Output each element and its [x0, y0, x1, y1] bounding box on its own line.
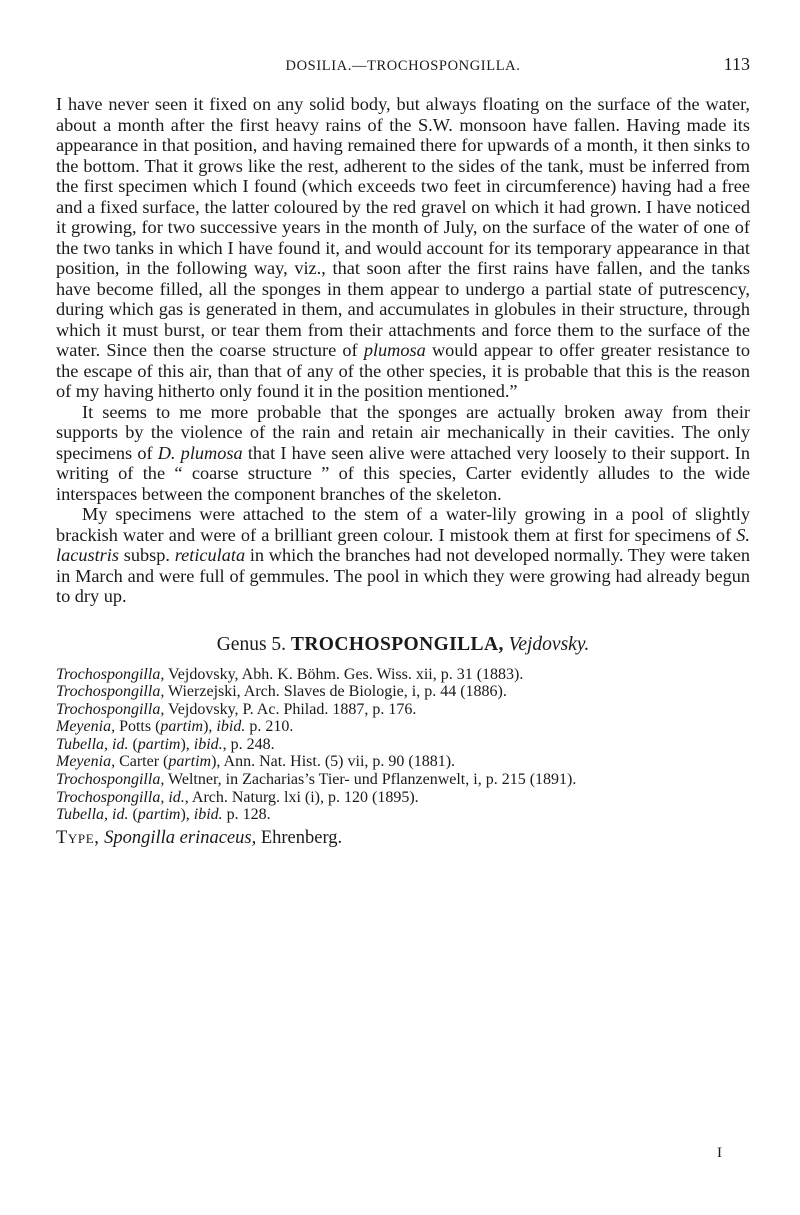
italic-text: partim	[137, 735, 181, 753]
text-run: in which the branches had not developed normally. They were taken in March and were full of gemmules. The pool in which they were growing had already begun to dry up.	[56, 545, 750, 606]
synonymy-entry	[56, 736, 750, 754]
text-run: Vejdovsky, Abh. K. Böhm. Ges. Wiss. xii, p. 31 (1883).	[164, 665, 524, 683]
italic-text: Meyenia,	[56, 753, 116, 771]
text-run: , p. 248.	[222, 735, 275, 753]
running-head-title: DOSILIA.—TROCHOSPONGILLA.	[285, 58, 521, 74]
genus-author: Vejdovsky.	[508, 633, 590, 655]
text-run: Vejdovsky, P. Ac. Philad. 1887, p. 176.	[164, 700, 417, 718]
text-run: Wierzejski, Arch. Slaves de Biologie, i, p. 44 (1886).	[164, 683, 507, 701]
italic-text: ibid.	[193, 806, 223, 824]
text-run: It seems to me more probable that the sponges are actually broken away from their supports by the violence of the rain and retain air mechanically in their cavities. The only specimens of	[56, 401, 750, 463]
text-run: ),	[180, 806, 194, 824]
text-run: Carter (	[115, 753, 169, 771]
synonymy-entry	[56, 806, 750, 824]
type-line	[56, 828, 750, 849]
italic-text: Trochospongilla,	[56, 771, 165, 789]
italic-text: Trochospongilla, id.	[56, 788, 185, 806]
body-text	[56, 94, 750, 607]
italic-text: Meyenia,	[56, 718, 116, 736]
synonymy-entry	[56, 683, 750, 701]
text-run: (	[128, 735, 138, 753]
italic-text: reticulata	[174, 545, 246, 565]
body-paragraph	[56, 94, 750, 402]
text-run: p. 210.	[245, 718, 294, 736]
text-run: My specimens were attached to the stem of a water-lily growing in a pool of slightly brackish water and were of a brilliant green colour. I mistook them at first for specimens of	[56, 504, 750, 545]
document-page	[56, 54, 750, 849]
text-run: ), Ann. Nat. Hist. (5) vii, p. 90 (1881).	[211, 753, 456, 771]
page-number: 113	[723, 54, 750, 74]
synonymy-entry	[56, 771, 750, 789]
text-run: would appear to offer greater resistance to the escape of this air, than that of any of the other species, it is probable that this is the reason of my having hitherto only found it in the position mentioned.”	[56, 340, 750, 401]
italic-text: S. lacustris	[56, 524, 750, 565]
italic-text: partim	[160, 718, 204, 736]
text-run: ),	[180, 735, 194, 753]
italic-text: Tubella, id.	[56, 735, 129, 753]
text-run: ),	[203, 718, 217, 736]
text-run: that I have seen alive were attached very loosely to their support. In writing of the “ coarse structure ” of this species, Carter evidently alludes to the wide interspaces between the component branches of the skeleton.	[56, 442, 750, 504]
italic-text: ibid.	[216, 718, 246, 736]
body-paragraph	[56, 402, 750, 505]
synonymy-entry	[56, 753, 750, 771]
type-species: Spongilla erinaceus,	[104, 827, 257, 848]
signature-mark: I	[717, 1145, 722, 1161]
text-run: (	[128, 806, 138, 824]
italic-text: Trochospongilla,	[56, 665, 165, 683]
body-paragraph	[56, 504, 750, 607]
italic-text: Trochospongilla,	[56, 700, 165, 718]
synonymy-entry	[56, 789, 750, 807]
text-run: Potts (	[115, 718, 161, 736]
text-run: , Arch. Naturg. lxi (i), p. 120 (1895).	[184, 788, 419, 806]
italic-text: partim	[137, 806, 181, 824]
italic-text: ibid.	[193, 735, 223, 753]
italic-text: D. plumosa	[157, 442, 243, 463]
genus-heading	[56, 634, 750, 656]
genus-name: TROCHOSPONGILLA,	[290, 633, 504, 655]
genus-prefix: Genus 5.	[216, 633, 287, 655]
text-run: I have never seen it fixed on any solid body, but always floating on the surface of the water, about a month after the first heavy rains of the S.W. monsoon have fallen. Having made its appearance in that position, and having remained there for upwards of a month, it then sinks to the bottom. That it grows like the rest, adherent to the sides of the tank, must be inferred from the first specimen which I found (which exceeds two feet in circumference) having had a free and a fixed surface, the latter coloured by the red gravel on which it had grown. I have noticed it growing, for two successive years in the month of July, on the surface of the water of one of the two tanks in which I have found it, and would account for its temporary appearance in that position, in the following way, viz., that soon after the first rains have fallen, and the tanks have become filled, all the sponges in them appear to undergo a partial state of putrescency, during which gas is generated in them, and accumulates in globules in their structure, through which it must burst, or tear them from their attachments and force them to the surface of the water. Since then the coarse structure of	[56, 94, 750, 360]
italic-text: partim	[168, 753, 212, 771]
text-run: p. 128.	[222, 806, 271, 824]
synonymy-entry	[56, 666, 750, 684]
running-head	[56, 54, 750, 80]
italic-text: Tubella, id.	[56, 806, 129, 824]
type-author: Ehrenberg.	[260, 827, 343, 848]
synonymy-entry	[56, 718, 750, 736]
text-run: Weltner, in Zacharias’s Tier- und Pflanzenwelt, i, p. 215 (1891).	[164, 771, 577, 789]
italic-text: Trochospongilla,	[56, 683, 165, 701]
synonymy-list	[56, 666, 750, 824]
synonymy-entry	[56, 701, 750, 719]
italic-text: plumosa	[363, 340, 426, 360]
text-run: subsp.	[118, 545, 175, 565]
type-label: Type,	[56, 827, 100, 848]
